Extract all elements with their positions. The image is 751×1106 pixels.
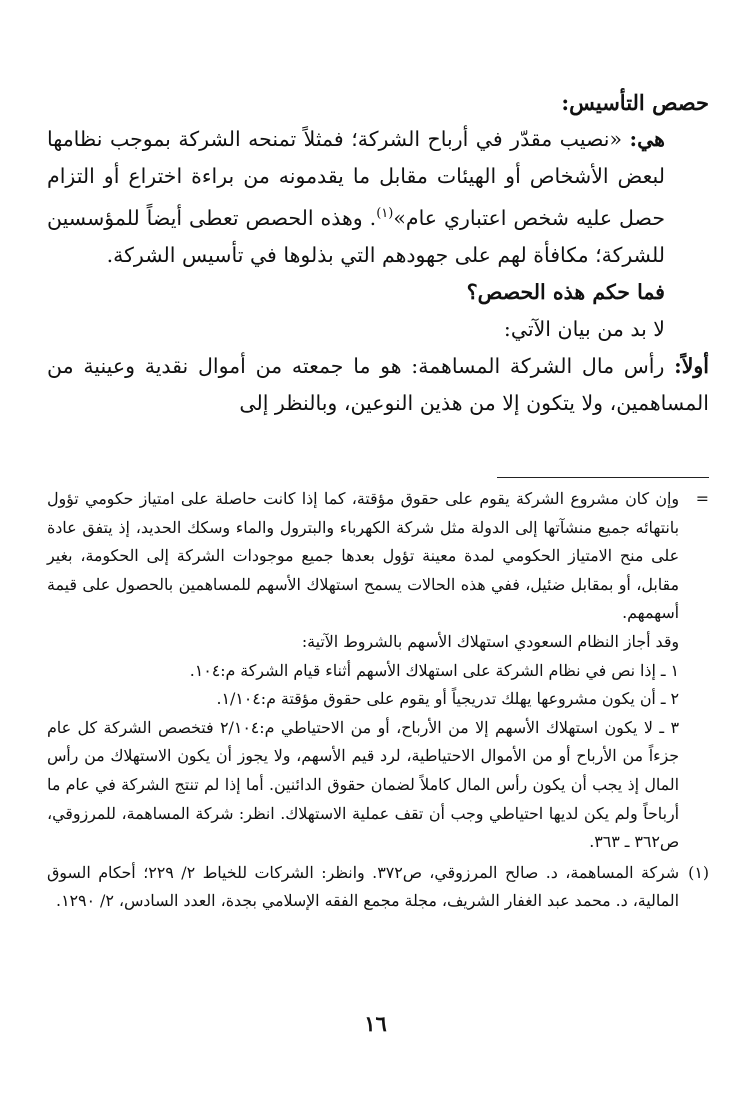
footnotes: [47, 485, 709, 916]
continuation-mark: =: [695, 489, 709, 508]
footnote-paragraph: ٣ ـ لا يكون استهلاك الأسهم إلا من الأرباح، أو من الاحتياطي م:٢/١٠٤ فتخصص الشركة كل عام جزءاً من الأرباح أو من الأموال الاحتياطية، لرد قيم الأسهم، ولا يجوز أن يكون الاستهلاك من رأس المال إذ يجب أن يكون رأس المال كاملاً لضمان حقوق الدائنين. أما إذا لم تنتج الشركة في عام ما أرباحاً ولم يكن لديها احتياطي وجب أن تقف عملية الاستهلاك. انظر: شركة المساهمة، للمرزوقي، ص٣٦٢ ـ ٣٦٣.: [47, 717, 679, 852]
footnote-paragraph: وقد أجاز النظام السعودي استهلاك الأسهم بالشروط الآتية:: [301, 631, 679, 651]
first-point-paragraph: [47, 348, 709, 422]
definition-lead: هي:: [629, 127, 665, 151]
definition-text: «نصيب مقدّر في أرباح الشركة؛ فمثلاً تمنحه الشركة بموجب نظامها لبعض الأشخاص أو الهيئات مقابل ما يقدمونه من براءة اختراع أو التزام حصل عليه شخص اعتباري عام»: [47, 127, 666, 230]
definition-tail: . وهذه الحصص تعطى أيضاً للمؤسسين للشركة؛ مكافأة لهم على جهودهم التي بذلوها في تأسيس الشركة.: [47, 205, 665, 267]
footnote-continuation: [47, 485, 709, 857]
first-point-lead: أولاً:: [674, 353, 709, 378]
footnote-paragraph: وإن كان مشروع الشركة يقوم على حقوق مؤقتة، كما إذا كانت حاصلة على امتياز حكومي تؤول بانتهائه جميع منشآتها إلى الدولة مثل شركة الكهرباء والبترول والماء وسكك الحديد، إذ يتفق عادة على منح الامتياز الحكومي لمدة معينة تؤول بعدها جميع موجودات الشركة إلى الحكومة، بغير مقابل، أو بمقابل ضئيل، ففي هذه الحالات يسمح استهلاك الأسهم للمساهمين بالحصول على قيمة أسهمهم.: [47, 489, 679, 623]
footnote-separator: [497, 477, 709, 478]
footnote-1: [47, 859, 709, 916]
footnote-ref-1[interactable]: (١): [376, 206, 394, 221]
first-point-text: رأس مال الشركة المساهمة: هو ما جمعته من أموال نقدية وعينية من المساهمين، ولا يتكون إلا من هذين النوعين، وبالنظر إلى: [47, 353, 709, 415]
main-text: [47, 84, 709, 422]
footnote-paragraph: ٢ ـ أن يكون مشروعها يهلك تدريجياً أو يقوم على حقوق مؤقتة م:١/١٠٤.: [216, 689, 679, 709]
footnote-1-text: شركة المساهمة، د. صالح المرزوقي، ص٣٧٢. وانظر: الشركات للخياط ٢/ ٢٢٩؛ أحكام السوق المالية، د. محمد عبد الغفار الشريف، مجلة مجمع الفقه الإسلامي بجدة، العدد السادس، ٢/ ١٢٩٠.: [47, 862, 680, 911]
definition-paragraph: [47, 121, 709, 274]
section-heading: حصص التأسيس:: [561, 90, 709, 115]
footnote-1-mark: (١): [688, 862, 709, 882]
question-heading: فما حكم هذه الحصص؟: [466, 279, 665, 304]
intro-line: لا بد من بيان الآتي:: [503, 316, 665, 341]
page-number: ١٦: [364, 1011, 387, 1036]
footnote-paragraph: ١ ـ إذا نص في نظام الشركة على استهلاك الأسهم أثناء قيام الشركة م:١٠٤.: [189, 660, 679, 680]
